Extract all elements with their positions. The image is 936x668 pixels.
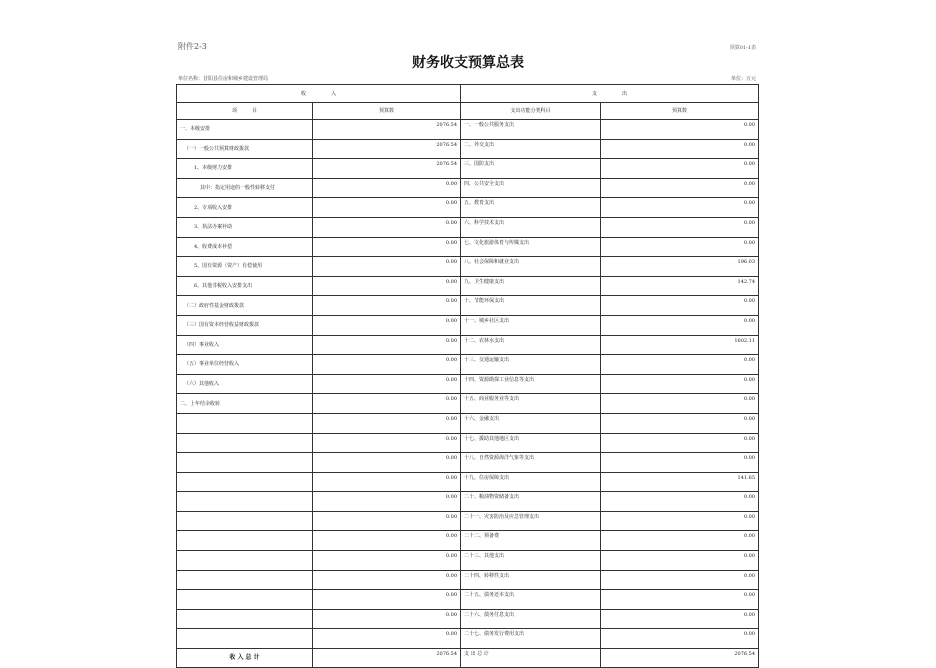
income-item: 5、国有资源（资产）有偿使用 xyxy=(177,257,313,277)
total-row xyxy=(177,649,759,668)
expense-item: 二十六、债务付息支出 xyxy=(461,609,601,629)
expense-item: 六、科学技术支出 xyxy=(461,217,601,237)
income-item: 2、专项收入安排 xyxy=(177,198,313,218)
expense-amount: 0.00 xyxy=(601,413,759,433)
table-row xyxy=(177,472,759,492)
income-amount: 2076.54 xyxy=(313,139,461,159)
table-row xyxy=(177,139,759,159)
income-item xyxy=(177,590,313,610)
income-amount: 0.00 xyxy=(313,609,461,629)
table-row xyxy=(177,276,759,296)
column-header-row xyxy=(177,103,759,120)
total-expense-label: 支 出 总 计 xyxy=(461,649,601,668)
table-code: 预算01-1表 xyxy=(729,45,756,51)
col-expense-item: 支出功能分类科目 xyxy=(461,103,601,120)
income-item: （五）事业单位经营收入 xyxy=(177,355,313,375)
income-amount: 0.00 xyxy=(313,511,461,531)
expense-amount: 0.00 xyxy=(601,355,759,375)
income-amount: 0.00 xyxy=(313,590,461,610)
expense-item: 十五、商业服务业等支出 xyxy=(461,394,601,414)
expense-item: 十、节能环保支出 xyxy=(461,296,601,316)
income-amount: 0.00 xyxy=(313,453,461,473)
expense-amount: 0.00 xyxy=(601,433,759,453)
table-row xyxy=(177,413,759,433)
col-income-item: 项 目 xyxy=(177,103,313,120)
table-row xyxy=(177,531,759,551)
expense-amount: 0.00 xyxy=(601,139,759,159)
expense-item: 十二、农林水支出 xyxy=(461,335,601,355)
expense-amount: 196.03 xyxy=(601,257,759,277)
expense-item: 七、文化旅游体育与传媒支出 xyxy=(461,237,601,257)
income-item: （三）国有资本经营收益财政拨款 xyxy=(177,315,313,335)
table-row xyxy=(177,120,759,140)
table-row xyxy=(177,355,759,375)
expense-item: 十四、资源勘探工业信息等支出 xyxy=(461,374,601,394)
income-amount: 0.00 xyxy=(313,413,461,433)
income-item: 其中：指定用途的一般性转移支付 xyxy=(177,178,313,198)
income-amount: 0.00 xyxy=(313,276,461,296)
income-amount: 0.00 xyxy=(313,335,461,355)
expense-item: 五、教育支出 xyxy=(461,198,601,218)
income-amount: 0.00 xyxy=(313,217,461,237)
budget-table xyxy=(176,84,759,668)
expense-item: 一、一般公共服务支出 xyxy=(461,120,601,140)
income-item: 二、上年结余收转 xyxy=(177,394,313,414)
table-row xyxy=(177,198,759,218)
table-row xyxy=(177,315,759,335)
expense-amount: 0.00 xyxy=(601,609,759,629)
expense-item: 二十、粮油物资储备支出 xyxy=(461,492,601,512)
income-item: 1、本级财力安排 xyxy=(177,159,313,179)
expense-amount: 0.00 xyxy=(601,178,759,198)
income-amount: 0.00 xyxy=(313,433,461,453)
income-item xyxy=(177,413,313,433)
expense-item: 十三、交通运输支出 xyxy=(461,355,601,375)
income-item xyxy=(177,492,313,512)
expense-amount: 0.00 xyxy=(601,629,759,649)
income-item xyxy=(177,629,313,649)
expense-amount: 0.00 xyxy=(601,217,759,237)
expense-amount: 141.65 xyxy=(601,472,759,492)
total-income-amount: 2076.54 xyxy=(313,649,461,668)
table-row xyxy=(177,257,759,277)
income-amount: 0.00 xyxy=(313,374,461,394)
table-row xyxy=(177,296,759,316)
income-amount: 2076.54 xyxy=(313,159,461,179)
table-row xyxy=(177,178,759,198)
table-row xyxy=(177,629,759,649)
expense-item: 二十一、灾害防治及应急管理支出 xyxy=(461,511,601,531)
income-item xyxy=(177,453,313,473)
col-expense-budget: 预算数 xyxy=(601,103,759,120)
income-item xyxy=(177,570,313,590)
expense-item: 三、国防支出 xyxy=(461,159,601,179)
income-amount: 0.00 xyxy=(313,296,461,316)
income-item: （二）政府性基金财政拨款 xyxy=(177,296,313,316)
section-header-row xyxy=(177,85,759,103)
table-row xyxy=(177,217,759,237)
income-item: （一）一般公共预算财政拨款 xyxy=(177,139,313,159)
income-amount: 0.00 xyxy=(313,178,461,198)
table-row xyxy=(177,335,759,355)
unit-name: 单位名称：昔阳县住房和城乡建设管理局 xyxy=(178,76,269,82)
income-item xyxy=(177,531,313,551)
expense-item: 二十三、其他支出 xyxy=(461,551,601,571)
income-amount: 0.00 xyxy=(313,629,461,649)
expense-amount: 0.00 xyxy=(601,570,759,590)
page-title: 财务收支预算总表 xyxy=(412,55,524,71)
expense-amount: 0.00 xyxy=(601,120,759,140)
table-row xyxy=(177,570,759,590)
unit-label: 单位：万元 xyxy=(730,76,756,82)
expense-amount: 0.00 xyxy=(601,296,759,316)
income-amount: 0.00 xyxy=(313,551,461,571)
table-row xyxy=(177,237,759,257)
expense-amount: 0.00 xyxy=(601,590,759,610)
income-amount: 0.00 xyxy=(313,237,461,257)
income-item xyxy=(177,511,313,531)
expense-item: 四、公共安全支出 xyxy=(461,178,601,198)
expense-item: 十六、金融支出 xyxy=(461,413,601,433)
expense-item: 二十二、预备费 xyxy=(461,531,601,551)
table-row xyxy=(177,433,759,453)
income-item xyxy=(177,433,313,453)
expense-amount: 0.00 xyxy=(601,198,759,218)
attachment-label: 附件2-3 xyxy=(178,42,207,51)
income-item: 一、本级安排 xyxy=(177,120,313,140)
expense-item: 十九、住房保障支出 xyxy=(461,472,601,492)
table-row xyxy=(177,590,759,610)
table-row xyxy=(177,551,759,571)
income-amount: 0.00 xyxy=(313,570,461,590)
income-item: 4、收费成本补偿 xyxy=(177,237,313,257)
expense-item: 二、外交支出 xyxy=(461,139,601,159)
table-row xyxy=(177,394,759,414)
income-amount: 2076.54 xyxy=(313,120,461,140)
expense-amount: 0.00 xyxy=(601,551,759,571)
expense-header: 支 出 xyxy=(461,85,759,103)
income-amount: 0.00 xyxy=(313,492,461,512)
expense-item: 二十四、转移性支出 xyxy=(461,570,601,590)
income-amount: 0.00 xyxy=(313,394,461,414)
expense-item: 八、社会保障和就业支出 xyxy=(461,257,601,277)
income-header: 收 入 xyxy=(177,85,461,103)
income-amount: 0.00 xyxy=(313,257,461,277)
income-amount: 0.00 xyxy=(313,198,461,218)
income-item: （六）其他收入 xyxy=(177,374,313,394)
expense-amount: 0.00 xyxy=(601,315,759,335)
expense-amount: 1602.11 xyxy=(601,335,759,355)
income-amount: 0.00 xyxy=(313,355,461,375)
table-row xyxy=(177,159,759,179)
table-row xyxy=(177,492,759,512)
expense-amount: 0.00 xyxy=(601,511,759,531)
income-amount: 0.00 xyxy=(313,472,461,492)
expense-amount: 0.00 xyxy=(601,492,759,512)
expense-item: 十七、援助其他地区支出 xyxy=(461,433,601,453)
expense-item: 九、卫生健康支出 xyxy=(461,276,601,296)
table-row xyxy=(177,453,759,473)
table-row xyxy=(177,374,759,394)
expense-amount: 0.00 xyxy=(601,394,759,414)
income-amount: 0.00 xyxy=(313,531,461,551)
income-item xyxy=(177,551,313,571)
income-item xyxy=(177,609,313,629)
expense-amount: 0.00 xyxy=(601,159,759,179)
total-income-label: 收 入 总 计 xyxy=(177,649,313,668)
income-item xyxy=(177,472,313,492)
expense-item: 二十七、债务发行费用支出 xyxy=(461,629,601,649)
expense-amount: 0.00 xyxy=(601,237,759,257)
income-amount: 0.00 xyxy=(313,315,461,335)
table-row xyxy=(177,609,759,629)
expense-amount: 0.00 xyxy=(601,374,759,394)
expense-item: 十一、城乡社区支出 xyxy=(461,315,601,335)
expense-amount: 0.00 xyxy=(601,531,759,551)
income-item: 6、其他非税收入安排支出 xyxy=(177,276,313,296)
income-item: 3、执法办案补助 xyxy=(177,217,313,237)
table-row xyxy=(177,511,759,531)
income-item: （四）事业收入 xyxy=(177,335,313,355)
expense-item: 十八、自然资源海洋气象等支出 xyxy=(461,453,601,473)
expense-amount: 0.00 xyxy=(601,453,759,473)
col-income-budget: 预算数 xyxy=(313,103,461,120)
expense-item: 二十五、债务还本支出 xyxy=(461,590,601,610)
expense-amount: 142.74 xyxy=(601,276,759,296)
total-expense-amount: 2076.54 xyxy=(601,649,759,668)
